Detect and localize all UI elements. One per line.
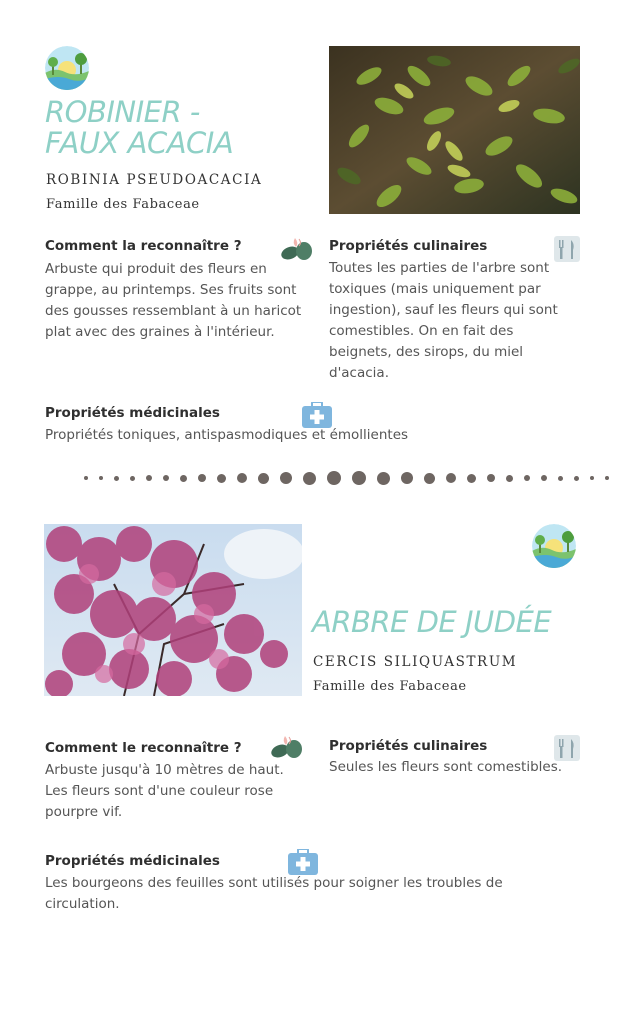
divider-dot (605, 476, 609, 480)
text-line: grappe, au printemps. Ses fruits sont (45, 282, 297, 298)
culinary-text (329, 757, 599, 778)
divider-dot (180, 475, 187, 482)
divider-dot (280, 472, 292, 484)
divider-dot (303, 472, 316, 485)
first-aid-kit-icon (288, 849, 318, 875)
text-line: beignets, des sirops, du miel (329, 344, 524, 360)
recognize-text (45, 760, 315, 823)
text-line: plat avec des graines à l'intérieur. (45, 324, 275, 340)
divider-dot (590, 476, 594, 480)
text-line: Les bourgeons des feuilles sont utilisés pour soigner les troubles de (45, 875, 503, 891)
text-line: Toutes les parties de l'arbre sont (329, 260, 550, 276)
divider-dot (146, 475, 152, 481)
divider-dot (487, 474, 495, 482)
divider-dot (574, 476, 579, 481)
leaves-icon (270, 732, 304, 762)
text-line: d'acacia. (329, 365, 389, 381)
medicinal-heading: Propriétés médicinales (45, 405, 220, 421)
plant-title-line1: ROBINIER - (45, 95, 200, 129)
divider-dot (524, 475, 530, 481)
text-line: pourpre vif. (45, 804, 123, 820)
text-line: Les fleurs sont d'une couleur rose (45, 783, 274, 799)
medicinal-heading: Propriétés médicinales (45, 853, 220, 869)
latin-name: ROBINIA PSEUDOACACIA (46, 172, 263, 188)
text-line: des gousses ressemblant à un haricot (45, 303, 302, 319)
text-line: circulation. (45, 896, 120, 912)
divider-dot (217, 474, 226, 483)
text-line: Arbuste jusqu'à 10 mètres de haut. (45, 762, 284, 778)
plant-title-line2: FAUX ACACIA (45, 126, 234, 160)
judas-tree-photo (44, 524, 302, 696)
dotted-divider (84, 470, 620, 486)
text-line: Propriétés toniques, antispasmodiques et émollientes (45, 427, 409, 443)
text-line: ingestion), sauf les fleurs qui sont (329, 302, 558, 318)
text-line: toxiques (mais uniquement par (329, 281, 541, 297)
landscape-emblem-icon (532, 524, 576, 568)
divider-dot (198, 474, 206, 482)
divider-dot (237, 473, 247, 483)
divider-dot (446, 473, 456, 483)
text-line: Seules les fleurs sont comestibles. (329, 759, 563, 775)
recognize-heading: Comment la reconnaître ? (45, 238, 242, 254)
divider-dot (84, 476, 88, 480)
divider-dot (467, 474, 476, 483)
divider-dot (377, 472, 390, 485)
culinary-heading: Propriétés culinaires (329, 738, 488, 754)
divider-dot (352, 471, 366, 485)
divider-dot (424, 473, 435, 484)
latin-name: CERCIS SILIQUASTRUM (313, 654, 518, 670)
landscape-emblem-icon (45, 46, 89, 90)
text-line: Arbuste qui produit des fleurs en (45, 261, 267, 277)
divider-dot (99, 476, 103, 480)
plant-title: ARBRE DE JUDÉE (312, 605, 552, 639)
divider-dot (114, 476, 119, 481)
medicinal-text (45, 425, 565, 446)
divider-dot (401, 472, 413, 484)
divider-dot (130, 476, 135, 481)
divider-dot (258, 473, 269, 484)
divider-dot (541, 475, 547, 481)
culinary-heading: Propriétés culinaires (329, 238, 488, 254)
divider-dot (506, 475, 513, 482)
acacia-leaves-photo (329, 46, 580, 214)
divider-dot (558, 476, 563, 481)
divider-dot (327, 471, 341, 485)
recognize-heading: Comment le reconnaître ? (45, 740, 242, 756)
culinary-text (329, 258, 589, 384)
medicinal-text (45, 873, 585, 915)
family-name: Famille des Fabaceae (313, 679, 467, 694)
text-line: comestibles. On en fait des (329, 323, 514, 339)
recognize-text (45, 259, 315, 343)
divider-dot (163, 475, 169, 481)
family-name: Famille des Fabaceae (46, 197, 200, 212)
